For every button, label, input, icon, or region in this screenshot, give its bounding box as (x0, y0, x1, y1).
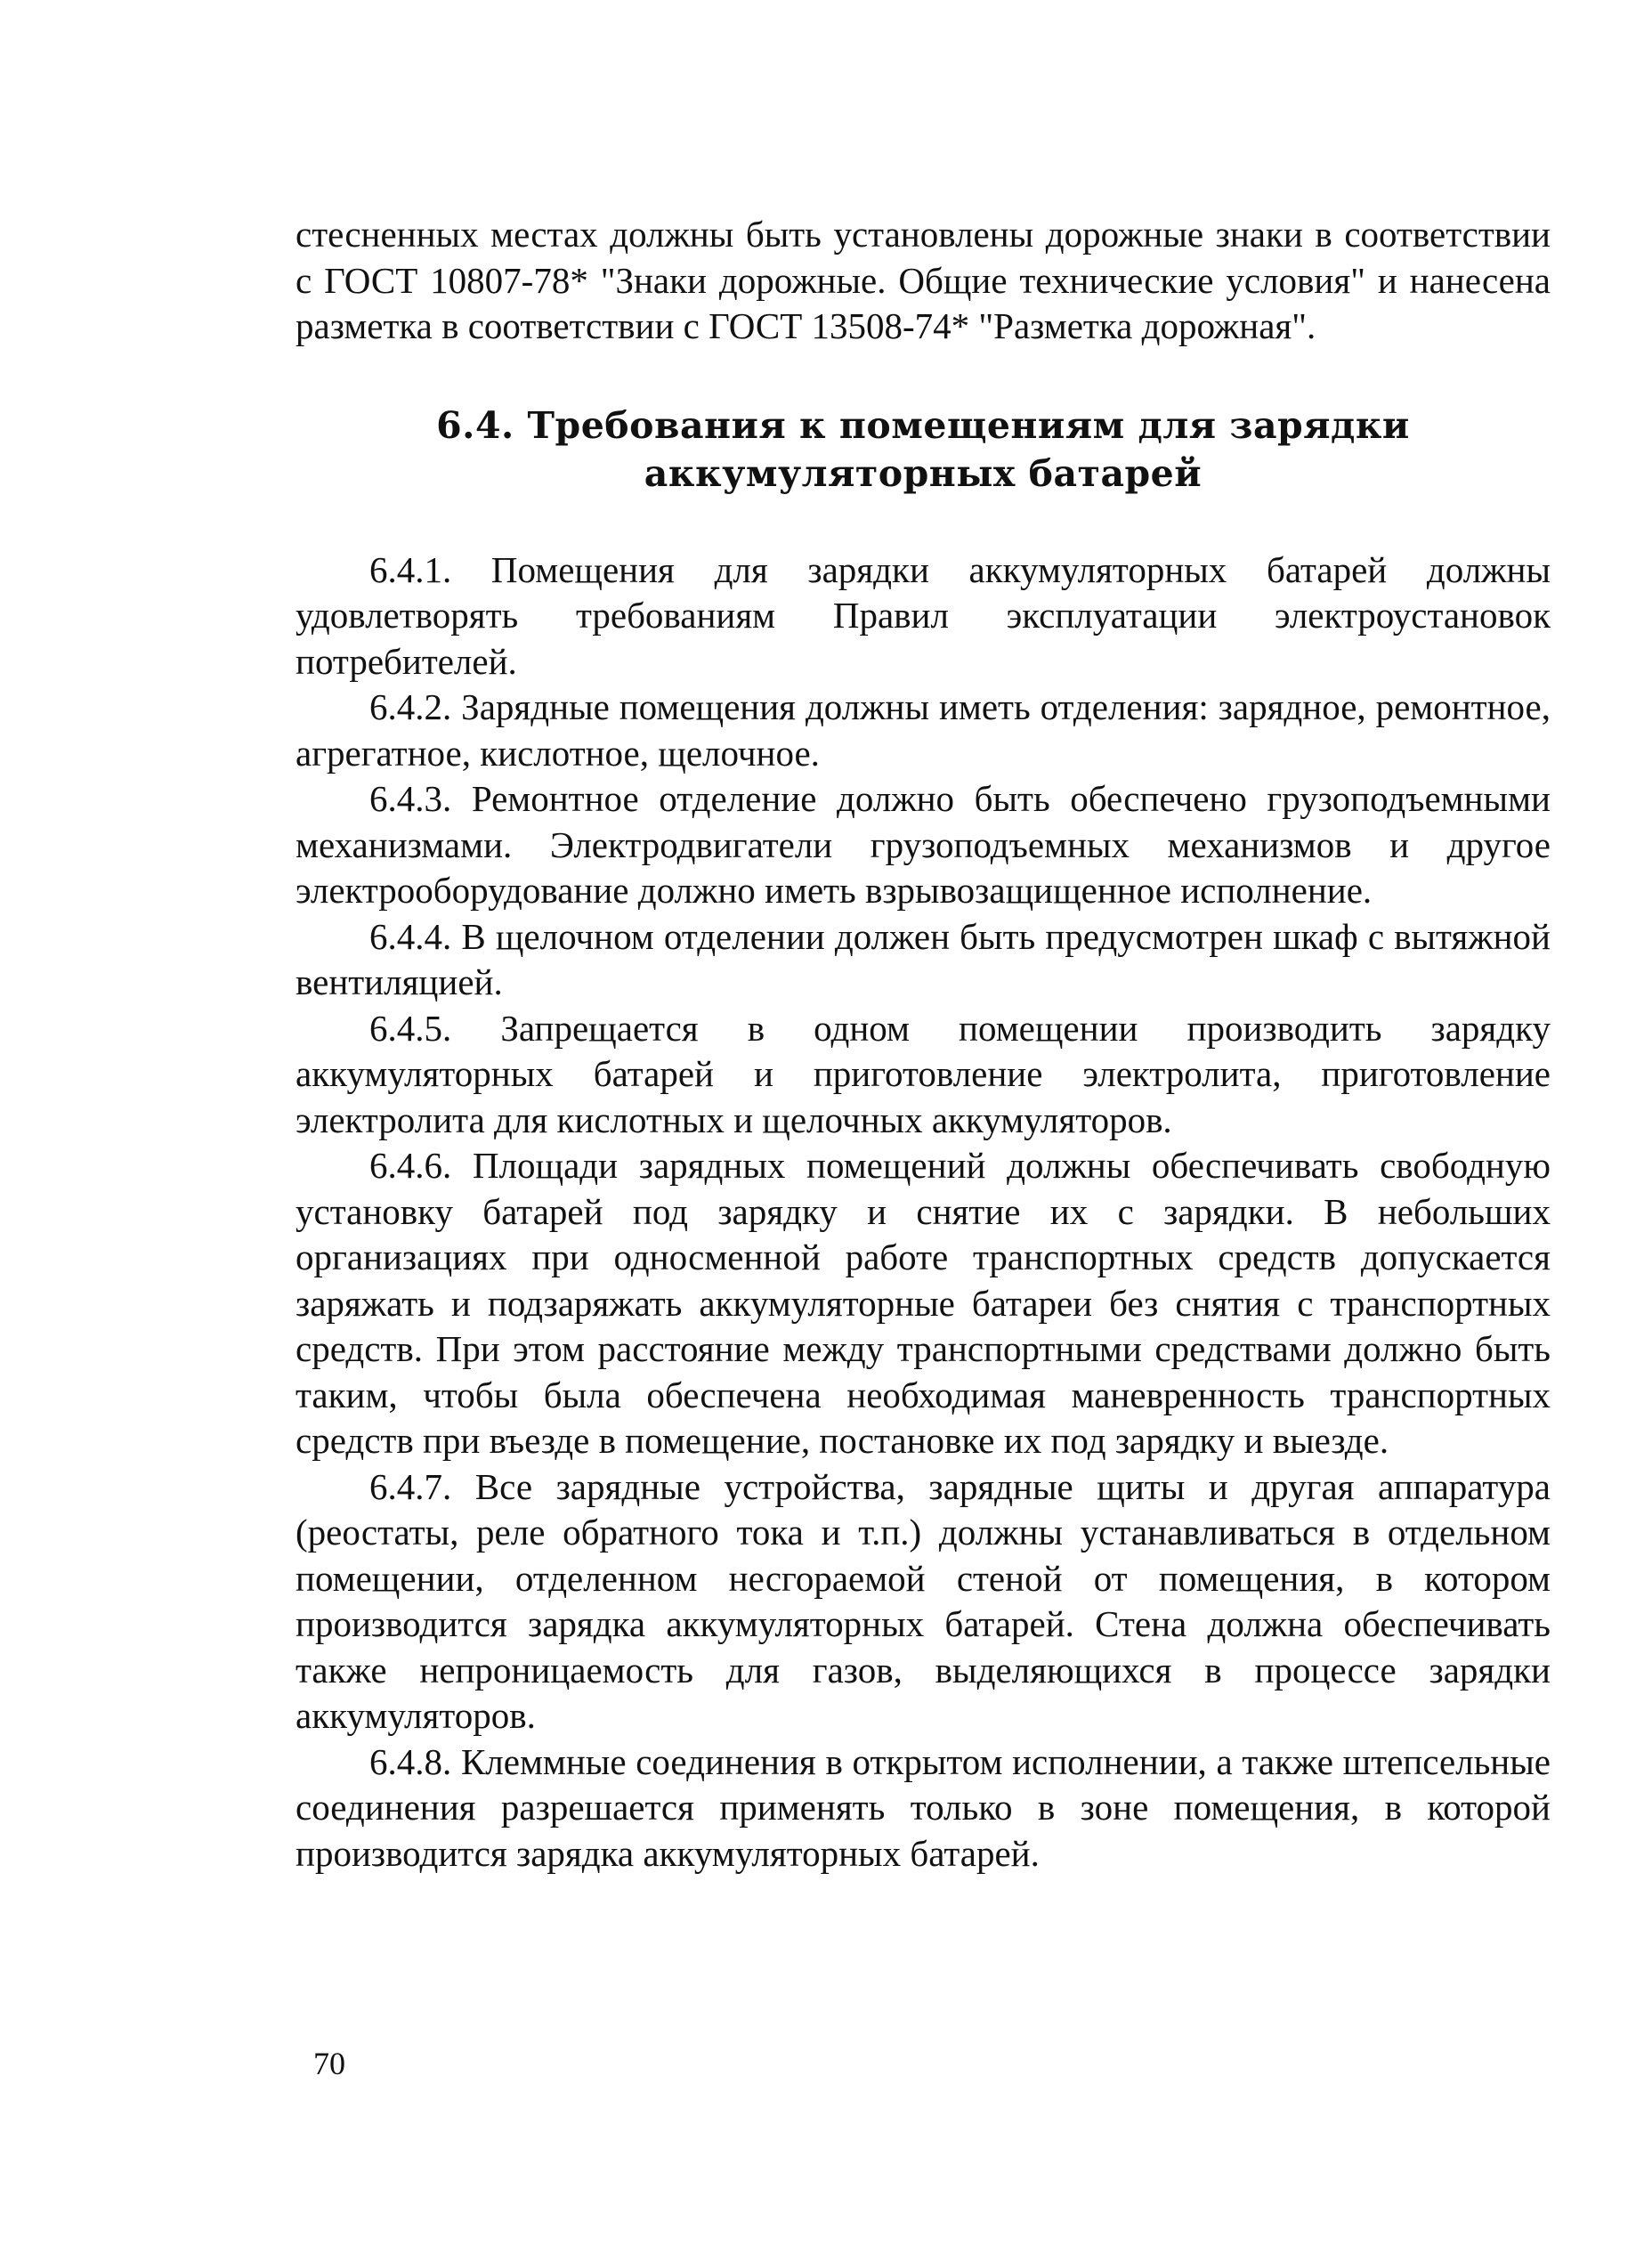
clause-6-4-6: 6.4.6. Площади зарядных помещений должны обеспечивать свободную установку батарей под зарядку и снятие их с зарядки. В небольших организациях при односменной работе транспортных средств допускается заряжать и подзаряжать аккумуляторные батареи без снятия с транспортных средств. При этом расстояние между транспортными средствами должно быть таким, чтобы была обеспечена необходимая маневренность транспортных средств при въезде в помещение, постановке их под зарядку и выезде. (296, 1145, 1551, 1461)
section-heading (296, 401, 1551, 498)
clause-6-4-5: 6.4.5. Запрещается в одном помещении производить зарядку аккумуляторных батарей и приготовление электролита, приготовление электролита для кислотных и щелочных аккумуляторов. (296, 1007, 1551, 1140)
continued-paragraph: стесненных местах должны быть установлены дорожные знаки в соответствии с ГОСТ 10807-78* "Знаки дорожные. Общие технические условия" и нанесена разметка в соответствии с ГОСТ 13508-74* "Разметка дорожная". (296, 214, 1551, 346)
page-number: 70 (313, 2046, 345, 2081)
page-body (296, 212, 1551, 1877)
section-title-line-2: аккумуляторных батарей (644, 451, 1203, 495)
clause-6-4-3: 6.4.3. Ремонтное отделение должно быть обеспечено грузоподъемными механизмами. Электродвигатели грузоподъемных механизмов и другое электрооборудование должно иметь взрывозащищенное исполнение. (296, 778, 1551, 911)
clause-6-4-1: 6.4.1. Помещения для зарядки аккумуляторных батарей должны удовлетворять требованиям Правил эксплуатации электроустановок потребителей. (296, 548, 1551, 682)
clause-6-4-8: 6.4.8. Клеммные соединения в открытом исполнении, а также штепсельные соединения разрешается применять только в зоне помещения, в которой производится зарядка аккумуляторных батарей. (296, 1740, 1551, 1874)
section-title-line-1: 6.4. Требования к помещениям для зарядки (436, 403, 1410, 447)
clause-6-4-7: 6.4.7. Все зарядные устройства, зарядные щиты и другая аппаратура (реостаты, реле обратного тока и т.п.) должны устанавливаться в отдельном помещении, отделенном несгораемой стеной от помещения, в котором производится зарядка аккумуляторных батарей. Стена должна обеспечивать также непроницаемость для газов, выделяющихся в процессе зарядки аккумуляторов. (296, 1465, 1551, 1736)
clause-6-4-4: 6.4.4. В щелочном отделении должен быть предусмотрен шкаф с вытяжной вентиляцией. (296, 915, 1551, 1002)
clause-6-4-2: 6.4.2. Зарядные помещения должны иметь отделения: зарядное, ремонтное, агрегатное, кислотное, щелочное. (296, 686, 1551, 774)
